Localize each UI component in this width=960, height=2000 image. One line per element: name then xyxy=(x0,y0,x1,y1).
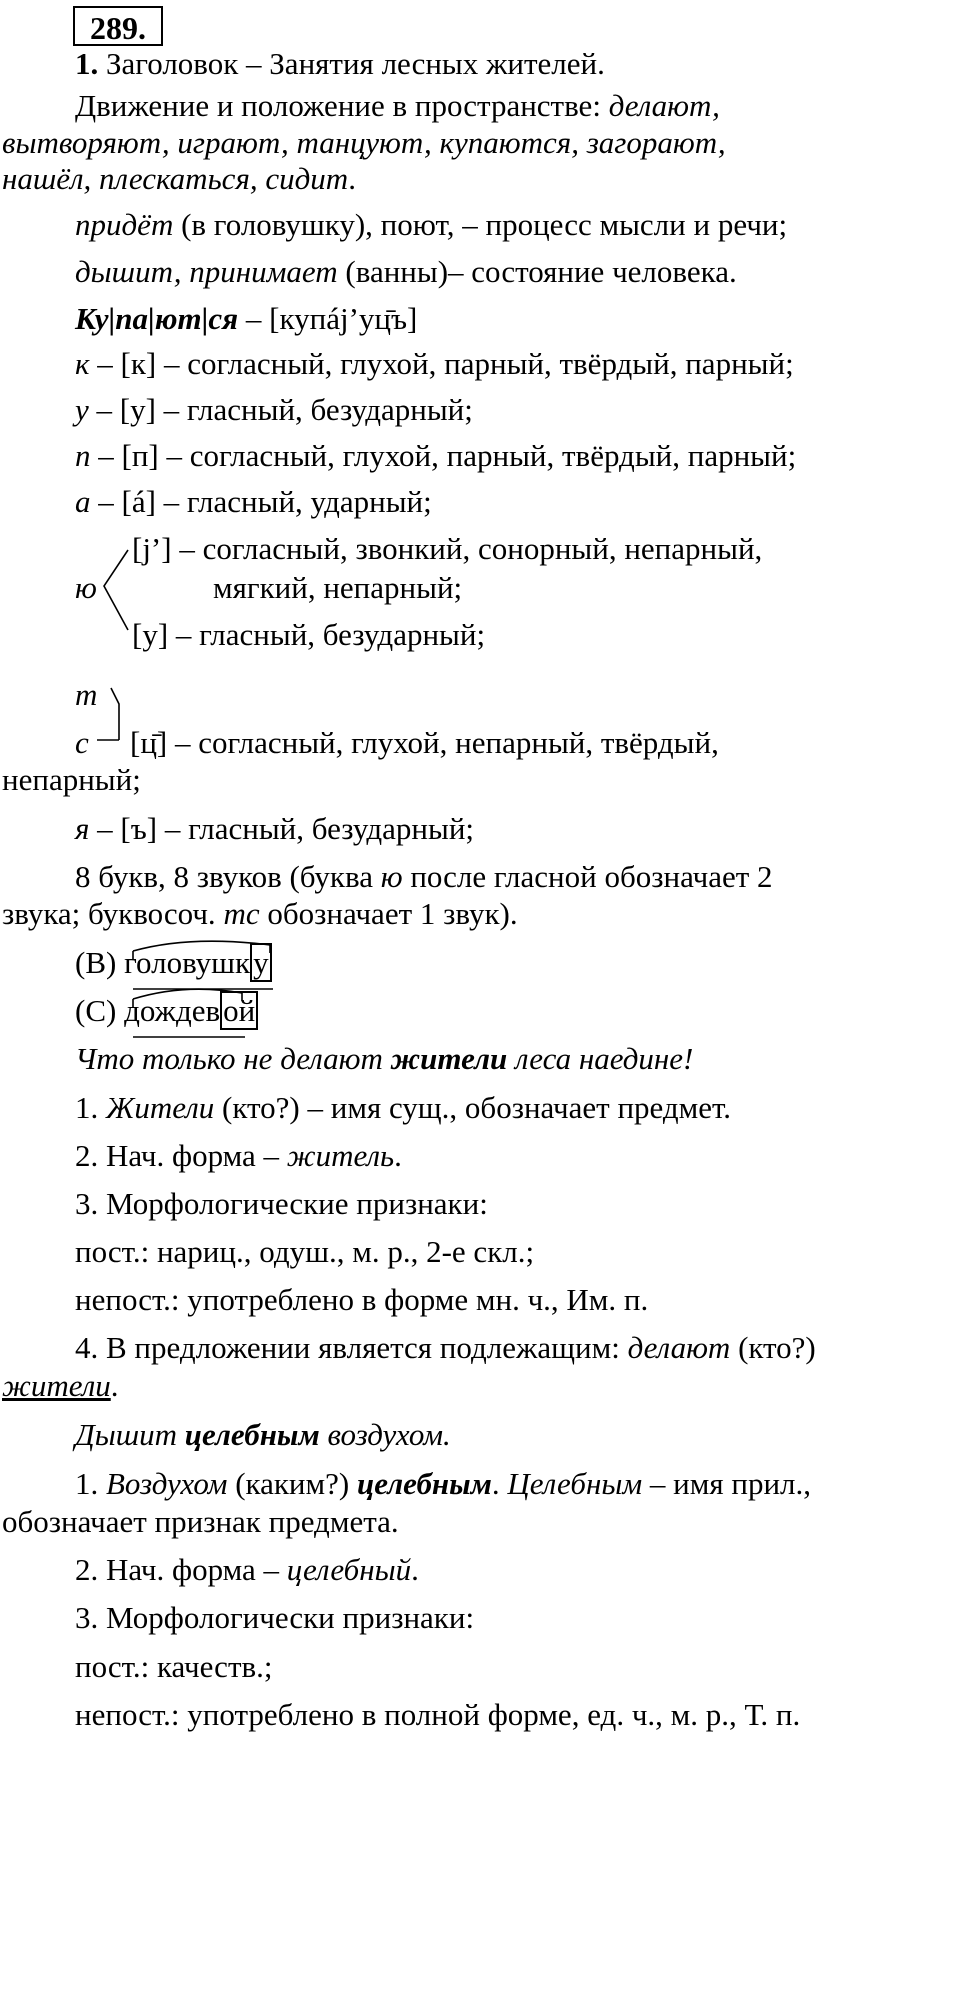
adj-point-2 xyxy=(75,1551,419,1589)
letter-row xyxy=(75,437,796,475)
text: (кто?) xyxy=(730,1330,816,1365)
letter-row xyxy=(75,810,474,848)
stem-arc-2 xyxy=(130,983,260,1043)
yu-letter: ю xyxy=(75,570,97,605)
adj-point-1 xyxy=(75,1465,811,1503)
motion-line-3 xyxy=(2,160,356,198)
text: 1. xyxy=(75,1466,106,1501)
noun-point-4 xyxy=(75,1329,816,1367)
word-ending: ой xyxy=(220,991,258,1030)
sentence-2 xyxy=(75,1416,451,1454)
thought-text: (в головушку), поют, – процесс мысли и речи; xyxy=(173,207,788,242)
word-ending: у xyxy=(250,943,272,982)
text: . xyxy=(411,1552,419,1587)
motion-line-2: вытворяют, играют, танцуют, купаются, загорают, xyxy=(2,125,726,160)
letter: у xyxy=(75,392,89,427)
letter-description: – [á] – гласный, ударный; xyxy=(90,484,432,519)
adj-const-features: пост.: качеств.; xyxy=(75,1649,273,1684)
letter-description: – [ъ] – гласный, безударный; xyxy=(89,811,475,846)
count-line-1 xyxy=(75,858,773,896)
letter: я xyxy=(75,811,90,846)
case-label: (С) xyxy=(75,993,125,1028)
sentence-part: воздухом. xyxy=(319,1417,451,1452)
word-parse-line xyxy=(75,300,417,338)
count-text: обозначает 1 звук). xyxy=(259,896,518,931)
text-italic: делают xyxy=(627,1330,731,1365)
state-verbs: дышит, принимает xyxy=(75,254,338,289)
transcription: – [купáj’уц̄ъ] xyxy=(238,301,418,336)
word-stem: головушк xyxy=(124,945,251,980)
word-stem: дождев xyxy=(124,993,221,1028)
motion-line-1 xyxy=(75,87,720,125)
letter: к xyxy=(75,346,90,381)
ts-sound: [ц̄] – согласный, глухой, непарный, твёрдый, xyxy=(130,725,719,760)
text: – имя прил., xyxy=(642,1466,812,1501)
letter-row xyxy=(75,483,432,521)
count-letters: тс xyxy=(223,896,260,931)
noun-point-1 xyxy=(75,1089,731,1127)
heading-text: Заголовок – Занятия лесных жителей. xyxy=(98,46,605,81)
text: (кто?) – имя сущ., обозначает предмет. xyxy=(214,1090,732,1125)
heading xyxy=(75,45,605,83)
sentence-part: Дышит xyxy=(75,1417,185,1452)
sentence-1 xyxy=(75,1040,693,1078)
text-italic: Целебным xyxy=(507,1466,643,1501)
ts-letter-t: т xyxy=(75,677,98,712)
count-letter: ю xyxy=(380,859,403,894)
ts-letter-s: с xyxy=(75,725,89,760)
adj-point-1-cont: обозначает признак предмета. xyxy=(2,1504,399,1539)
text: . xyxy=(394,1138,402,1173)
text-bold: целебным xyxy=(356,1466,492,1501)
ts-sound-cont: непарный; xyxy=(2,762,141,797)
case-label: (В) xyxy=(75,945,125,980)
text-italic: целебный xyxy=(286,1552,412,1587)
letter: а xyxy=(75,484,91,519)
text: 2. Нач. форма – xyxy=(75,1552,287,1587)
letter-row xyxy=(75,391,473,429)
text: (каким?) xyxy=(227,1466,357,1501)
thought-verb: придёт xyxy=(75,207,174,242)
heading-number: 1. xyxy=(75,46,99,81)
count-text: 8 букв, 8 звуков (буква xyxy=(75,859,381,894)
noun-const-features: пост.: нариц., одуш., м. р., 2-е скл.; xyxy=(75,1234,535,1269)
sentence-highlight: жители xyxy=(390,1041,508,1076)
letter-description: – [к] – согласный, глухой, парный, твёрдый, парный; xyxy=(89,346,794,381)
text: . xyxy=(110,1368,119,1403)
text-italic: Воздухом xyxy=(106,1466,228,1501)
text: 1. xyxy=(75,1090,106,1125)
motion-verbs-3: нашёл, плескаться, сидит xyxy=(2,161,349,196)
letter-row xyxy=(75,345,794,383)
thought-line xyxy=(75,206,787,244)
adj-var-features: непост.: употреблено в полной форме, ед. ч., м. р., Т. п. xyxy=(75,1697,801,1732)
adj-point-3: 3. Морфологически признаки: xyxy=(75,1600,475,1635)
noun-var-features: непост.: употреблено в форме мн. ч., Им. п. xyxy=(75,1282,649,1317)
yu-sound-1-line-a: [j’] – согласный, звонкий, сонорный, непарный, xyxy=(132,531,763,566)
sentence-part: леса наедине! xyxy=(507,1041,694,1076)
text-italic: житель xyxy=(286,1138,395,1173)
ts-merge-lines xyxy=(95,686,127,746)
letter-description: – [п] – согласный, глухой, парный, твёрдый, парный; xyxy=(90,438,797,473)
state-line xyxy=(75,253,737,291)
noun-point-4-cont xyxy=(2,1367,118,1405)
text: 2. Нач. форма – xyxy=(75,1138,287,1173)
count-text: звука; буквосоч. xyxy=(2,896,224,931)
count-text: после гласной обозначает 2 xyxy=(402,859,773,894)
motion-verbs-1: делают, xyxy=(608,88,720,123)
sentence-part: Что только не делают xyxy=(75,1041,391,1076)
sentence-highlight: целебным xyxy=(184,1417,320,1452)
parsed-word: Ку|па|ют|ся xyxy=(75,301,239,336)
count-line-2 xyxy=(2,895,518,933)
exercise-number: 289. xyxy=(73,6,163,46)
yu-sound-2: [у] – гласный, безударный; xyxy=(132,617,486,652)
text: . xyxy=(491,1466,508,1501)
letter: п xyxy=(75,438,91,473)
motion-label: Движение и положение в пространстве: xyxy=(75,88,609,123)
text-italic: Жители xyxy=(106,1090,215,1125)
noun-point-2 xyxy=(75,1137,402,1175)
text: 4. В предложении является подлежащим: xyxy=(75,1330,628,1365)
yu-branch-lines xyxy=(100,548,132,648)
motion-end: . xyxy=(348,161,356,196)
yu-sound-1-line-b: мягкий, непарный; xyxy=(213,570,463,605)
noun-point-3: 3. Морфологические признаки: xyxy=(75,1186,488,1221)
subject-word: жители xyxy=(2,1368,111,1403)
state-text: (ванны)– состояние человека. xyxy=(337,254,737,289)
letter-description: – [у] – гласный, безударный; xyxy=(88,392,473,427)
